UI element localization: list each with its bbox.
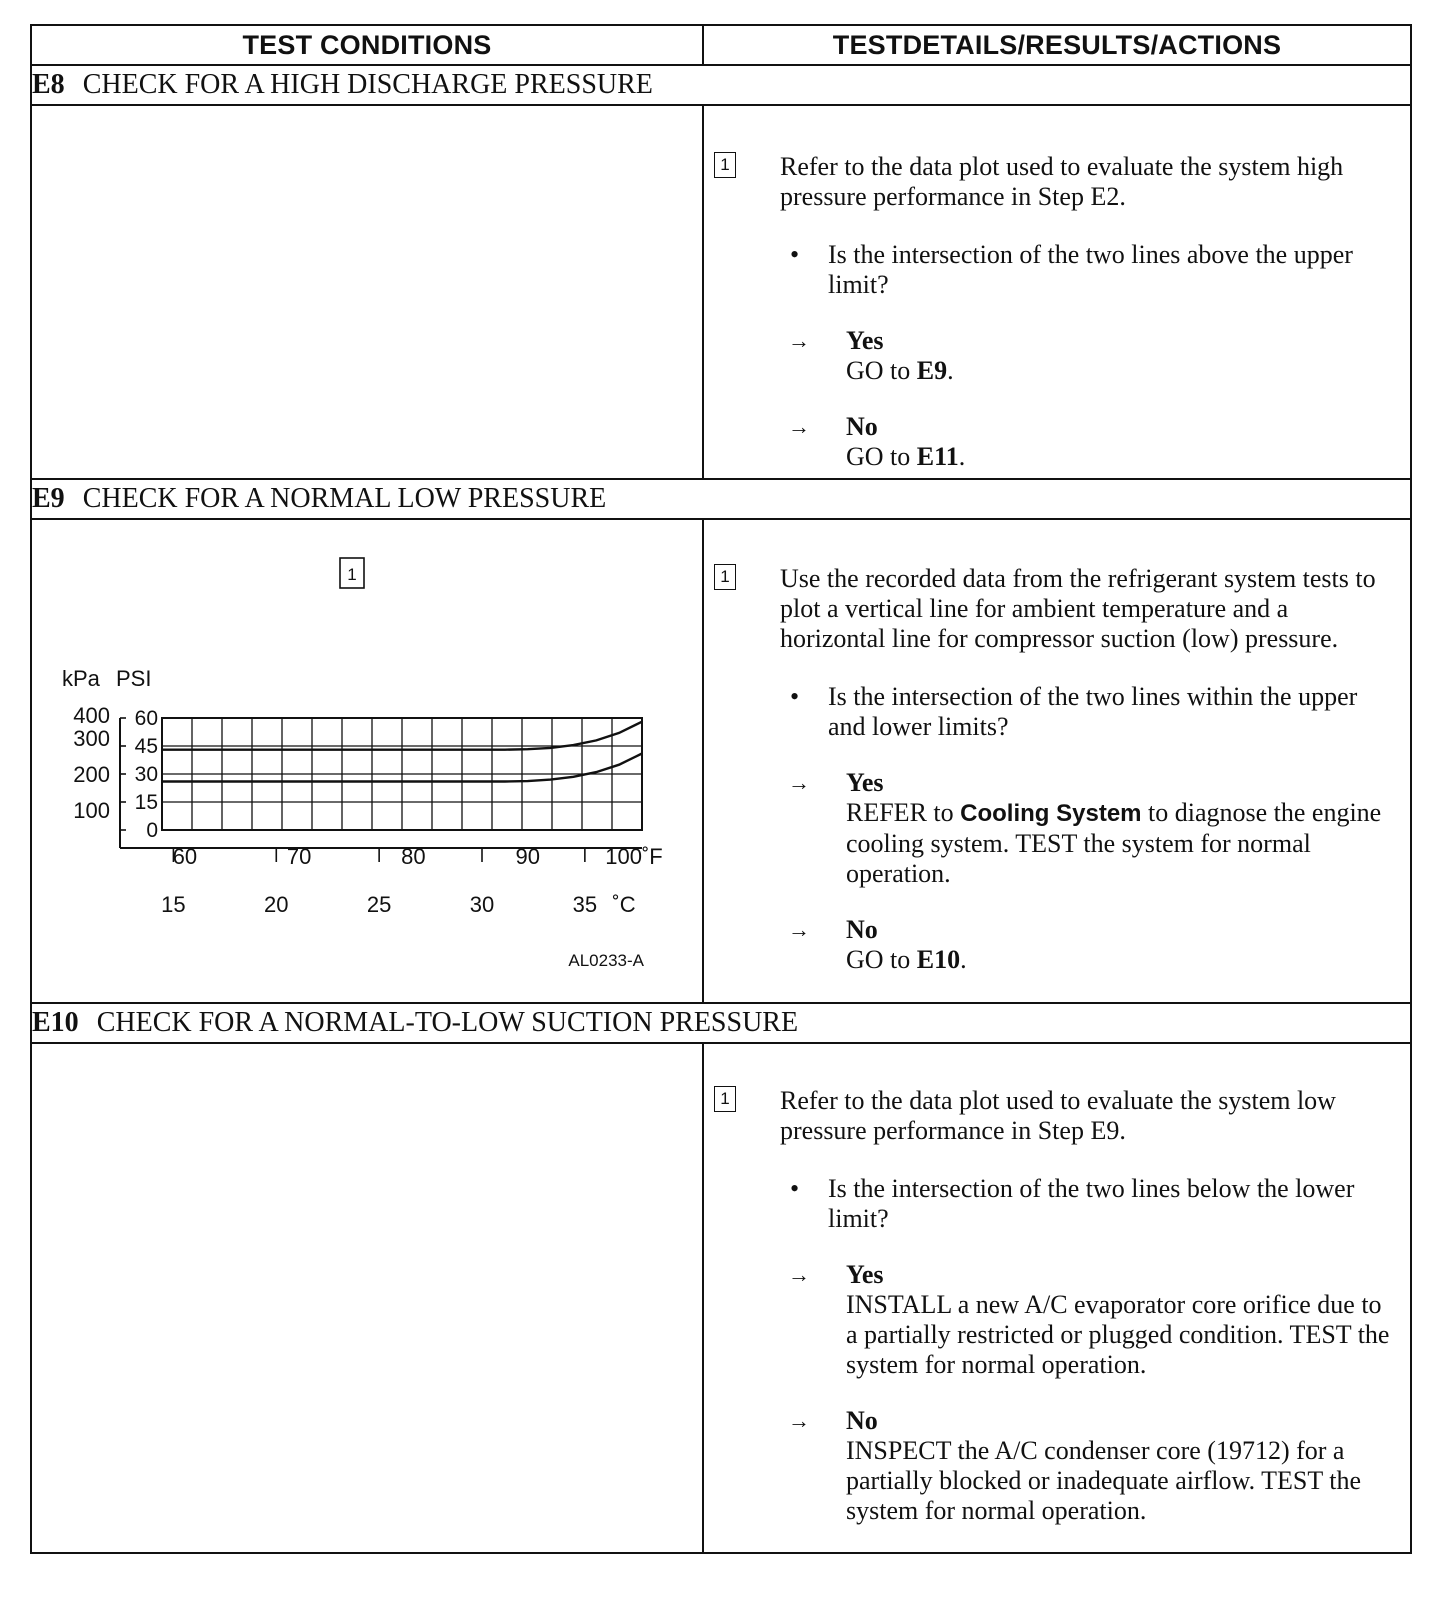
details-cell-e10 [703,1043,1411,1553]
celsius-tick-label: 20 [264,892,289,917]
psi-tick-label: 30 [134,763,158,786]
yes-label: Yes [846,1260,884,1289]
diagnostic-table-page [30,24,1410,1592]
header-test-details: TESTDETAILS/RESULTS/ACTIONS [703,25,1411,65]
step-number-box: 1 [714,1086,736,1112]
arrow-right-icon: → [788,1408,810,1433]
step-title: CHECK FOR A NORMAL-TO-LOW SUCTION PRESSURE [96,1007,799,1038]
yes-action-pre: REFER to [846,798,961,827]
instruction-text: Refer to the data plot used to evaluate the system high pressure performance in Step E2. [780,152,1344,211]
yes-response [788,768,1390,889]
fahrenheit-tick-label: 100˚F [605,844,663,869]
yes-action-post: to diagnose the engine cooling system. TEST the system for normal operation. [846,798,1382,888]
psi-tick-label: 60 [134,707,158,730]
conditions-cell-e10 [31,1043,703,1553]
instruction-text: Refer to the data plot used to evaluate the system low pressure performance in Step E9. [780,1086,1336,1145]
step-number-box: 1 [714,564,736,590]
celsius-tick-label: 35 [572,892,598,917]
step-number-box: 1 [714,152,736,178]
arrow-right-icon: → [788,414,810,439]
kpa-tick-label: 200 [73,762,110,787]
instruction-text: Use the recorded data from the refrigerant system tests to plot a vertical line for ambient temperature and a horizontal line for compressor suction (low) pressure. [780,564,1376,653]
yes-label: Yes [846,768,884,797]
question-text: Is the intersection of the two lines within the upper and lower limits? [828,682,1358,741]
bullet-icon: • [790,682,800,711]
conditions-cell-e9 [31,519,703,1003]
celsius-tick-label: 25 [366,892,392,917]
psi-tick-label: 0 [146,819,158,842]
conditions-cell-e8 [31,105,703,479]
celsius-tick-label: 15 [161,892,186,917]
psi-unit-label: PSI [116,666,152,691]
arrow-right-icon: → [788,1262,810,1287]
no-action-ref: E11 [916,442,959,471]
yes-label: Yes [846,326,884,355]
no-response [788,915,1390,975]
question-item [790,1174,1390,1234]
no-action-post: . [960,945,967,974]
question-item [790,682,1390,742]
header-test-conditions: TEST CONDITIONS [31,25,703,65]
step-title-e10 [31,1003,1411,1043]
bullet-icon: • [790,1174,800,1203]
step-id: E10 [32,1007,79,1038]
callout-number: 1 [347,565,357,584]
no-action-pre: GO to [846,442,917,471]
no-action-text: INSPECT the A/C condenser core (19712) for a partially blocked or inadequate airflow. TEST the system for normal operation. [846,1436,1362,1525]
step-id: E9 [32,483,65,514]
no-action-ref: E10 [916,945,961,974]
no-label: No [846,1406,878,1435]
yes-response [788,326,1390,386]
fahrenheit-tick-label: 70 [286,844,312,869]
celsius-tick-label: 30 [469,892,495,917]
pressure-chart-svg [32,520,702,1000]
kpa-tick-label: 100 [73,798,110,823]
step-title: CHECK FOR A HIGH DISCHARGE PRESSURE [82,69,653,100]
fahrenheit-tick-label: 80 [401,844,426,869]
psi-tick-label: 15 [134,791,158,814]
yes-action-text: INSTALL a new A/C evaporator core orifice due to a partially restricted or plugged condition. TEST the system for normal operation. [846,1290,1390,1379]
question-item [790,240,1390,300]
pressure-chart [32,520,702,1005]
no-action-pre: GO to [846,945,917,974]
no-action-post: . [958,442,966,471]
kpa-tick-label: 300 [73,726,110,751]
step-id: E8 [32,69,65,100]
no-response [788,412,1390,472]
step-title-e8 [31,65,1411,105]
no-response [788,1406,1390,1526]
figure-id-label: AL0233-A [568,951,644,970]
no-label: No [846,412,878,441]
arrow-right-icon: → [788,770,810,795]
question-text: Is the intersection of the two lines above the upper limit? [828,240,1353,299]
yes-action-pre: GO to [846,356,917,385]
kpa-tick-label: 400 [73,703,110,728]
step-title: CHECK FOR A NORMAL LOW PRESSURE [82,483,607,514]
details-cell-e8 [703,105,1411,479]
yes-action-ref: E9 [916,356,948,385]
yes-action-post: . [947,356,954,385]
question-text: Is the intersection of the two lines below the lower limit? [828,1174,1355,1233]
test-table [30,24,1412,1554]
fahrenheit-tick-label: 60 [172,844,198,869]
arrow-right-icon: → [788,328,810,353]
psi-tick-label: 45 [134,735,158,758]
yes-response [788,1260,1390,1380]
fahrenheit-tick-label: 90 [515,844,540,869]
kpa-unit-label: kPa [62,666,100,691]
yes-action-ref: Cooling System [960,800,1142,827]
arrow-right-icon: → [788,917,810,942]
bullet-icon: • [790,240,800,269]
no-label: No [846,915,878,944]
step-title-e9 [31,479,1411,519]
celsius-tick-label: ˚C [612,892,636,917]
details-cell-e9 [703,519,1411,1003]
